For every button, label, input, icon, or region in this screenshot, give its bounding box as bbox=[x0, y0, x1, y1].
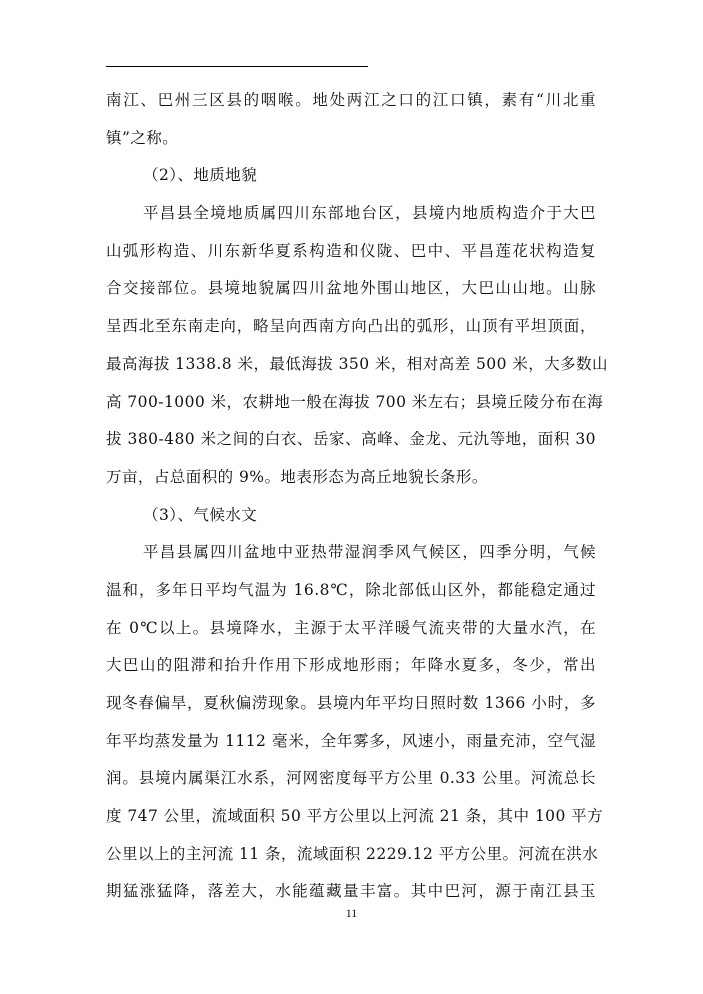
text-line: 拔 380-480 米之间的白衣、岳家、高峰、金龙、元氿等地，面积 30 bbox=[106, 430, 596, 449]
text-line: 期猛涨猛降，落差大，水能蕴藏量丰富。其中巴河，源于南江县玉 bbox=[106, 882, 596, 901]
text-line: 镇”之称。 bbox=[106, 128, 179, 147]
section-heading: （3）、气候水文 bbox=[143, 505, 258, 524]
text-line: 现冬春偏旱，夏秋偏涝现象。县境内年平均日照时数 1366 小时，多 bbox=[106, 694, 596, 712]
body-text bbox=[106, 82, 608, 911]
header-rule bbox=[106, 66, 368, 67]
text-line: 合交接部位。县境地貌属四川盆地外围山地区，大巴山山地。山脉 bbox=[106, 279, 596, 298]
text-line: 呈西北至东南走向，略呈向西南方向凸出的弧形，山顶有平坦顶面， bbox=[106, 317, 596, 336]
text-line: 公里以上的主河流 11 条，流域面积 2229.12 平方公里。河流在洪水 bbox=[106, 844, 599, 863]
text-line: 润。县境内属渠江水系，河网密度每平方公里 0.33 公里。河流总长 bbox=[106, 769, 596, 788]
paragraph-first-line: 平昌县全境地质属四川东部地台区，县境内地质构造介于大巴 bbox=[143, 204, 596, 223]
text-line: 万亩，占总面积的 9%。地表形态为高丘地貌长条形。 bbox=[106, 467, 488, 486]
text-line: 山弧形构造、川东新华夏系构造和仪陇、巴中、平昌莲花状构造复 bbox=[106, 241, 596, 260]
text-line: 温和，多年日平均气温为 16.8℃，除北部低山区外，都能稳定通过 bbox=[106, 580, 596, 599]
paragraph-first-line: 平昌县属四川盆地中亚热带湿润季风气候区，四季分明，气候 bbox=[143, 543, 596, 562]
text-line: 年平均蒸发量为 1112 毫米，全年雾多，风速小，雨量充沛，空气湿 bbox=[106, 731, 596, 750]
text-line: 大巴山的阻滞和抬升作用下形成地形雨；年降水夏多，冬少，常出 bbox=[106, 656, 596, 675]
page-number: 11 bbox=[345, 906, 358, 920]
section-heading: （2）、地质地貌 bbox=[143, 166, 258, 185]
text-line: 在 0℃以上。县境降水，主源于太平洋暖气流夹带的大量水汽，在 bbox=[106, 618, 596, 637]
text-line: 南江、巴州三区县的咽喉。地处两江之口的江口镇，素有“川北重 bbox=[106, 91, 596, 109]
text-line: 最高海拔 1338.8 米，最低海拔 350 米，相对高差 500 米，大多数山 bbox=[106, 354, 608, 373]
text-line: 度 747 公里，流域面积 50 平方公里以上河流 21 条，其中 100 平方 bbox=[106, 807, 604, 826]
text-line: 高 700-1000 米，农耕地一般在海拔 700 米左右；县境丘陵分布在海 bbox=[106, 392, 604, 411]
